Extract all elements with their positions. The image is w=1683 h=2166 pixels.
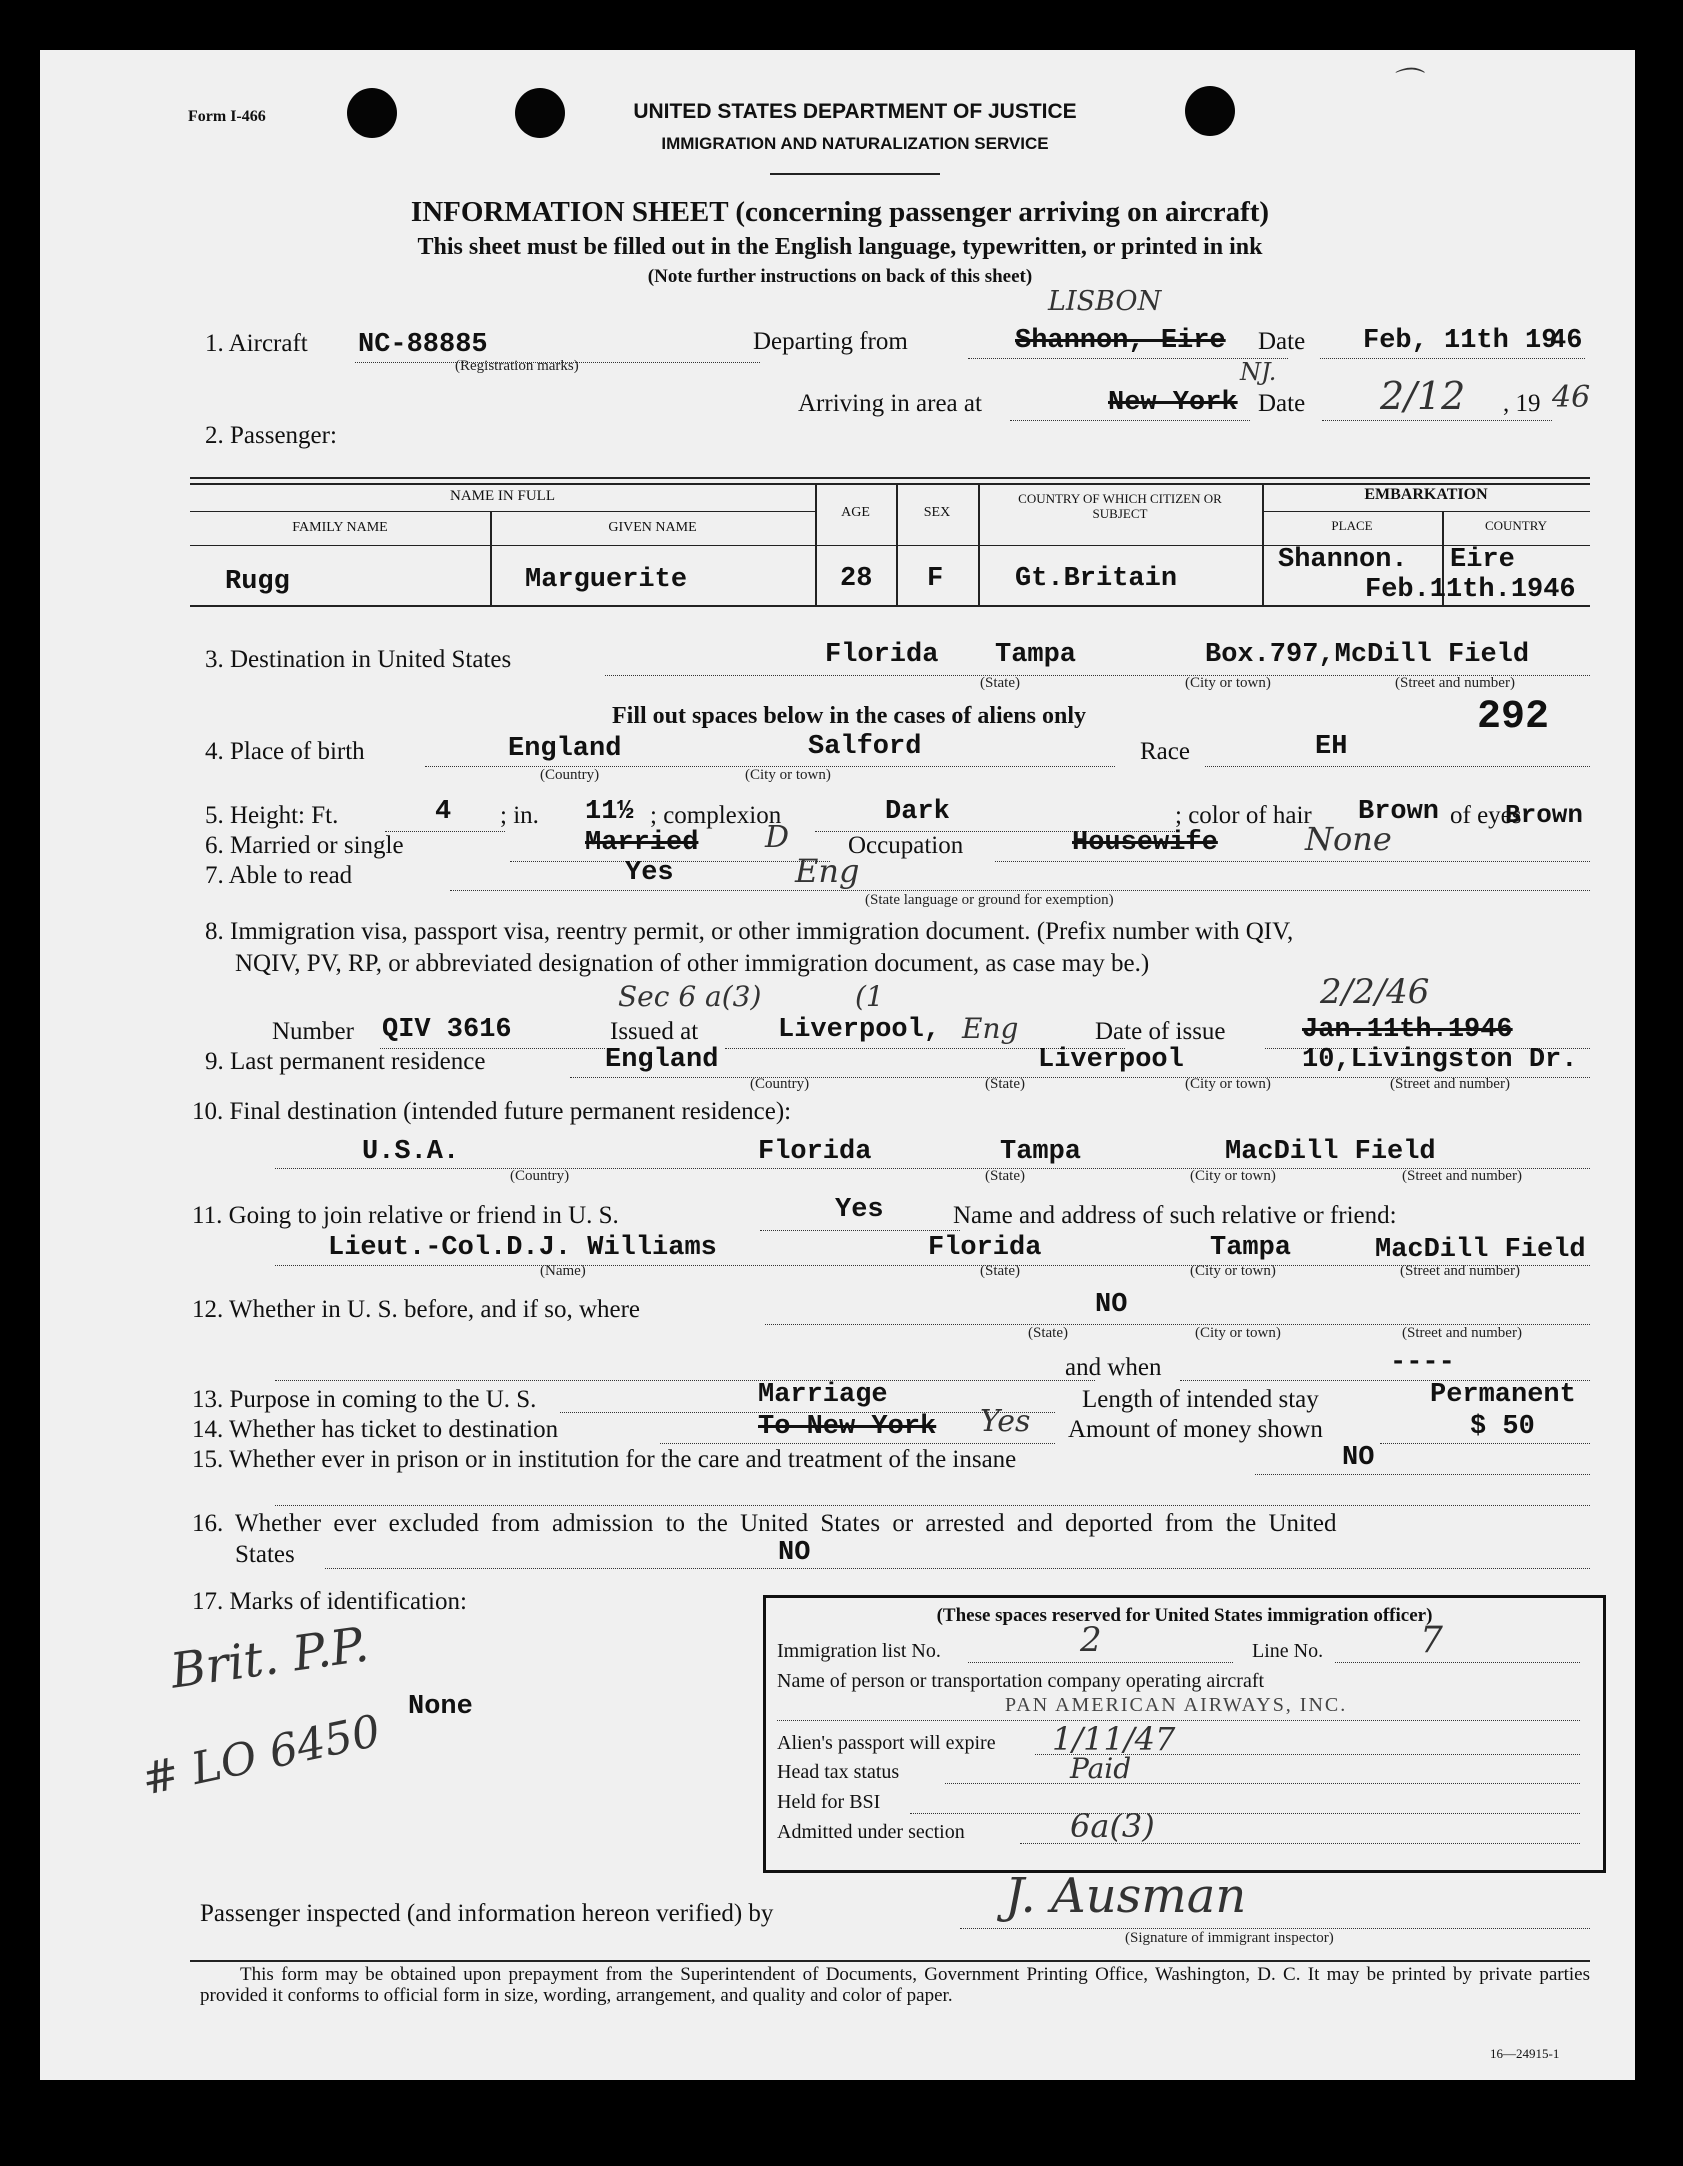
race-label: Race	[1140, 738, 1190, 765]
footer-rule	[190, 1960, 1590, 1962]
family-name-value: Rugg	[225, 567, 290, 597]
relative-line	[275, 1265, 1590, 1266]
top-pencil-mark: ⌒	[1390, 66, 1420, 101]
embarkation-date-value: Feb.11th.1946	[1365, 575, 1576, 605]
arrival-date-line	[1322, 420, 1552, 421]
company-value: PAN AMERICAN AIRWAYS, INC.	[1005, 1694, 1348, 1716]
able-to-read-handwritten: Eng	[795, 852, 860, 890]
date-of-issue-label: Date of issue	[1095, 1018, 1226, 1045]
race-value: EH	[1315, 732, 1348, 762]
marital-status-value: Married	[585, 828, 699, 858]
destination-street-value: Box.797,McDill Field	[1205, 640, 1530, 670]
visa-paren-handwritten: (1	[855, 980, 884, 1013]
col-given-name: GIVEN NAME	[608, 520, 697, 535]
last-residence-country-value: England	[605, 1045, 719, 1075]
money-value: $ 50	[1470, 1412, 1535, 1442]
table-col-divider	[896, 483, 898, 605]
able-to-read-caption: (State language or ground for exemption)	[865, 892, 1114, 908]
punch-hole	[347, 88, 397, 138]
relative-street-value: MacDill Field	[1375, 1235, 1586, 1265]
join-relative-line	[760, 1230, 960, 1231]
aircraft-value: NC-88885	[358, 330, 488, 360]
col-emb-country: COUNTRY	[1484, 518, 1548, 533]
arrival-date-label: Date	[1258, 390, 1306, 417]
relative-state-value: Florida	[928, 1233, 1042, 1263]
arrival-year-handwritten: 46	[1552, 380, 1591, 415]
arriving-value: New York	[1108, 388, 1238, 418]
relative-name-value: Lieut.-Col.D.J. Williams	[328, 1233, 717, 1263]
page-title: INFORMATION SHEET (concerning passenger arriving on aircraft)	[410, 196, 1270, 228]
money-line	[1380, 1443, 1590, 1444]
hair-color-label: ; color of hair	[1175, 802, 1312, 829]
embarkation-country-value: Eire	[1450, 545, 1515, 575]
table-col-divider	[978, 483, 980, 605]
admitted-under-value: 6a(3)	[1070, 1807, 1155, 1845]
line-no-label: Line No.	[1252, 1640, 1324, 1662]
ticket-handwritten: Yes	[980, 1404, 1031, 1439]
destination-city-value: Tampa	[995, 640, 1077, 670]
prison-line-2	[275, 1505, 1590, 1506]
company-line	[777, 1720, 1580, 1721]
final-destination-street-caption: (Street and number)	[1402, 1168, 1522, 1184]
destination-city-caption: (City or town)	[1185, 675, 1271, 691]
final-destination-state-caption: (State)	[985, 1168, 1025, 1184]
passport-expire-value: 1/11/47	[1052, 1720, 1176, 1758]
prison-value: NO	[1342, 1443, 1375, 1473]
last-residence-state-caption: (State)	[985, 1076, 1025, 1092]
in-us-before-state-caption: (State)	[1028, 1325, 1068, 1341]
departure-year-value: 46	[1550, 326, 1583, 356]
punch-hole	[1185, 86, 1235, 136]
money-label: Amount of money shown	[1068, 1416, 1323, 1443]
in-us-before-label: 12. Whether in U. S. before, and if so, where	[192, 1296, 641, 1323]
birth-country-caption: (Country)	[540, 767, 600, 783]
purpose-value: Marriage	[758, 1380, 888, 1410]
form-id: Form I-466	[188, 108, 266, 125]
final-destination-city-caption: (City or town)	[1190, 1168, 1276, 1184]
aircraft-label: 1. Aircraft	[205, 330, 308, 357]
prison-line	[1255, 1474, 1590, 1475]
identification-handwritten-2: # LO 6450	[137, 1705, 385, 1806]
registration-caption: (Registration marks)	[455, 358, 579, 374]
eye-color-label: of eyes	[1450, 802, 1522, 829]
final-destination-state-value: Florida	[758, 1137, 872, 1167]
officer-box-title: (These spaces reserved for United States immigration officer)	[936, 1605, 1433, 1626]
arrival-date-handwritten: 2/12	[1380, 374, 1466, 418]
final-destination-line	[275, 1168, 1590, 1169]
height-in-value: 11½	[585, 797, 634, 827]
sex-value: F	[927, 564, 944, 594]
head-tax-value: Paid	[1070, 1752, 1132, 1785]
occupation-label: Occupation	[848, 832, 964, 859]
arrival-year-prefix: , 19	[1503, 390, 1541, 417]
col-age: AGE	[841, 505, 870, 520]
given-name-value: Marguerite	[525, 565, 688, 595]
col-family-name: FAMILY NAME	[292, 520, 388, 535]
held-for-bsi-label: Held for BSI	[777, 1791, 881, 1813]
aliens-only-note: Fill out spaces below in the cases of aliens only	[612, 703, 1087, 729]
departing-value: Shannon, Eire	[1015, 326, 1226, 356]
head-tax-label: Head tax status	[777, 1761, 900, 1783]
table-header-sub-rule-2	[1262, 511, 1590, 512]
height-in-label: ; in.	[500, 802, 539, 829]
last-residence-city-value: Liverpool	[1038, 1045, 1184, 1075]
last-residence-country-caption: (Country)	[750, 1076, 810, 1092]
footer-text: This form may be obtained upon prepayment from the Superintendent of Documents, Government Printing Office, Washington, D. C. It may be printed by private parties provided it conforms to official form in size, wording, arrangement, and quality and color of paper.	[200, 1964, 1590, 2006]
destination-street-caption: (Street and number)	[1395, 675, 1515, 691]
identification-marks-value: None	[408, 1692, 473, 1722]
signature-caption: (Signature of immigrant inspector)	[1125, 1930, 1334, 1946]
and-when-label: and when	[1065, 1354, 1162, 1381]
company-label: Name of person or transportation company operating aircraft	[777, 1670, 1265, 1692]
table-top-rule	[190, 477, 1590, 479]
in-us-before-city-caption: (City or town)	[1195, 1325, 1281, 1341]
visa-label-line2: NQIV, PV, RP, or abbreviated designation of other immigration document, as case may be.)	[235, 950, 1150, 977]
col-place: PLACE	[1331, 518, 1373, 533]
line-no-value: 7	[1420, 1620, 1443, 1661]
arriving-line	[1010, 420, 1250, 421]
final-destination-country-value: U.S.A.	[362, 1137, 460, 1167]
passport-expire-label: Alien's passport will expire	[777, 1732, 996, 1754]
and-when-value: ----	[1390, 1348, 1455, 1378]
excluded-line	[325, 1568, 1590, 1569]
prison-label: 15. Whether ever in prison or in institution for the care and treatment of the insane	[192, 1446, 1017, 1473]
immigration-list-label: Immigration list No.	[777, 1640, 941, 1662]
final-destination-city-value: Tampa	[1000, 1137, 1082, 1167]
length-of-stay-value: Permanent	[1430, 1380, 1576, 1410]
able-to-read-line	[450, 890, 1590, 891]
footer-code: 16—24915-1	[1490, 2046, 1560, 2061]
occupation-handwritten: None	[1305, 820, 1392, 858]
birth-city-caption: (City or town)	[745, 767, 831, 783]
final-destination-label: 10. Final destination (intended future permanent residence):	[192, 1098, 792, 1125]
in-us-before-value: NO	[1095, 1290, 1128, 1320]
height-ft-value: 4	[435, 797, 452, 827]
final-destination-street-value: MacDill Field	[1225, 1137, 1436, 1167]
destination-label: 3. Destination in United States	[205, 646, 512, 673]
last-residence-street-value: 10,Livingston Dr.	[1302, 1045, 1578, 1075]
place-of-birth-label: 4. Place of birth	[205, 738, 365, 765]
identification-marks-label: 17. Marks of identification:	[192, 1588, 467, 1615]
last-residence-label: 9. Last permanent residence	[205, 1048, 486, 1075]
inspector-signature: J. Ausman	[1005, 1868, 1247, 1924]
ticket-value: To New York	[758, 1412, 937, 1442]
birth-city-value: Salford	[808, 732, 922, 762]
visa-label-line1: 8. Immigration visa, passport visa, reentry permit, or other immigration document. (Prefix number with QIV,	[205, 918, 1294, 945]
punch-hole	[515, 88, 565, 138]
immigration-list-value: 2	[1080, 1620, 1102, 1660]
marital-status-handwritten: D	[765, 820, 790, 855]
able-to-read-value: Yes	[625, 858, 674, 888]
issued-at-label: Issued at	[610, 1018, 699, 1045]
when-line-left	[275, 1380, 1095, 1381]
citizen-value: Gt.Britain	[1015, 564, 1178, 594]
occupation-line	[995, 861, 1590, 862]
col-sex: SEX	[923, 505, 951, 520]
visa-number-value: QIV 3616	[382, 1015, 512, 1045]
date-of-issue-value: Jan.11th.1946	[1302, 1015, 1513, 1045]
last-residence-street-caption: (Street and number)	[1390, 1076, 1510, 1092]
arriving-label: Arriving in area at	[798, 390, 982, 417]
departure-date-line	[1320, 358, 1585, 359]
relative-name-label: Name and address of such relative or friend:	[953, 1202, 1397, 1229]
join-relative-label: 11. Going to join relative or friend in U. S.	[192, 1202, 619, 1229]
eye-color-value: Brown	[1505, 800, 1584, 830]
excluded-value: NO	[778, 1538, 811, 1568]
age-value: 28	[840, 564, 873, 594]
ticket-line	[660, 1443, 1055, 1444]
table-top-rule-2	[190, 483, 1590, 485]
length-of-stay-label: Length of intended stay	[1082, 1386, 1319, 1413]
destination-state-caption: (State)	[980, 675, 1020, 691]
height-label: 5. Height: Ft.	[205, 802, 339, 829]
immigration-list-line	[968, 1662, 1233, 1663]
excluded-label-line2: States	[235, 1541, 295, 1568]
admitted-under-label: Admitted under section	[777, 1821, 965, 1843]
visa-number-label: Number	[272, 1018, 354, 1045]
hair-color-value: Brown	[1358, 797, 1440, 827]
identification-handwritten-1: Brit. P.P.	[167, 1616, 372, 1700]
able-to-read-label: 7. Able to read	[205, 862, 353, 889]
race-line	[1205, 766, 1590, 767]
agency-title: UNITED STATES DEPARTMENT OF JUSTICE	[633, 100, 1077, 123]
marital-status-label: 6. Married or single	[205, 832, 404, 859]
col-country-citizen: COUNTRY OF WHICH CITIZEN OR SUBJECT	[1018, 491, 1222, 521]
final-destination-country-caption: (Country)	[510, 1168, 570, 1184]
table-bottom-rule	[190, 605, 1590, 607]
service-title: IMMIGRATION AND NATURALIZATION SERVICE	[661, 134, 1049, 153]
departure-date-value: Feb, 11th 19	[1363, 326, 1558, 356]
instruction-text: This sheet must be filled out in the English language, typewritten, or printed in ink	[417, 234, 1263, 260]
table-col-divider	[815, 483, 817, 605]
departing-label: Departing from	[753, 328, 908, 355]
ticket-label: 14. Whether has ticket to destination	[192, 1416, 559, 1443]
instruction-note: (Note further instructions on back of this sheet)	[647, 266, 1033, 287]
passenger-label: 2. Passenger:	[205, 422, 337, 449]
col-embarkation: EMBARKATION	[1364, 486, 1488, 503]
in-us-before-street-caption: (Street and number)	[1402, 1325, 1522, 1341]
relative-name-caption: (Name)	[540, 1263, 586, 1279]
form-page	[40, 50, 1635, 2080]
issued-at-handwritten: Eng	[962, 1012, 1019, 1045]
last-residence-city-caption: (City or town)	[1185, 1076, 1271, 1092]
stamp-number: 292	[1477, 695, 1550, 740]
header-rule	[770, 173, 940, 175]
visa-section-handwritten: Sec 6 a(3)	[618, 980, 762, 1013]
departure-date-label: Date	[1258, 328, 1306, 355]
relative-street-caption: (Street and number)	[1400, 1263, 1520, 1279]
departing-handwritten: LISBON	[1048, 286, 1162, 317]
issued-at-value: Liverpool,	[778, 1015, 941, 1045]
relative-state-caption: (State)	[980, 1263, 1020, 1279]
col-name-in-full: NAME IN FULL	[450, 488, 555, 504]
date-of-issue-handwritten: 2/2/46	[1320, 972, 1430, 1012]
excluded-label-line1: 16. Whether ever excluded from admission to the United States or arrested and deported from the United	[192, 1510, 1337, 1537]
birth-country-value: England	[508, 734, 622, 764]
relative-city-value: Tampa	[1210, 1233, 1292, 1263]
complexion-value: Dark	[885, 797, 950, 827]
head-tax-line	[945, 1783, 1580, 1784]
purpose-label: 13. Purpose in coming to the U. S.	[192, 1386, 537, 1413]
relative-city-caption: (City or town)	[1190, 1263, 1276, 1279]
signature-line	[960, 1928, 1590, 1929]
complexion-label: ; complexion	[650, 802, 782, 829]
embarkation-place-value: Shannon.	[1278, 545, 1408, 575]
join-relative-value: Yes	[835, 1195, 884, 1225]
destination-state-value: Florida	[825, 640, 939, 670]
table-header-sub-rule	[190, 511, 815, 512]
occupation-value: Housewife	[1072, 828, 1218, 858]
inspection-label: Passenger inspected (and information hereon verified) by	[200, 1900, 774, 1927]
held-for-bsi-line	[910, 1813, 1580, 1814]
arriving-handwritten: NJ.	[1240, 358, 1277, 386]
line-no-line	[1335, 1662, 1580, 1663]
